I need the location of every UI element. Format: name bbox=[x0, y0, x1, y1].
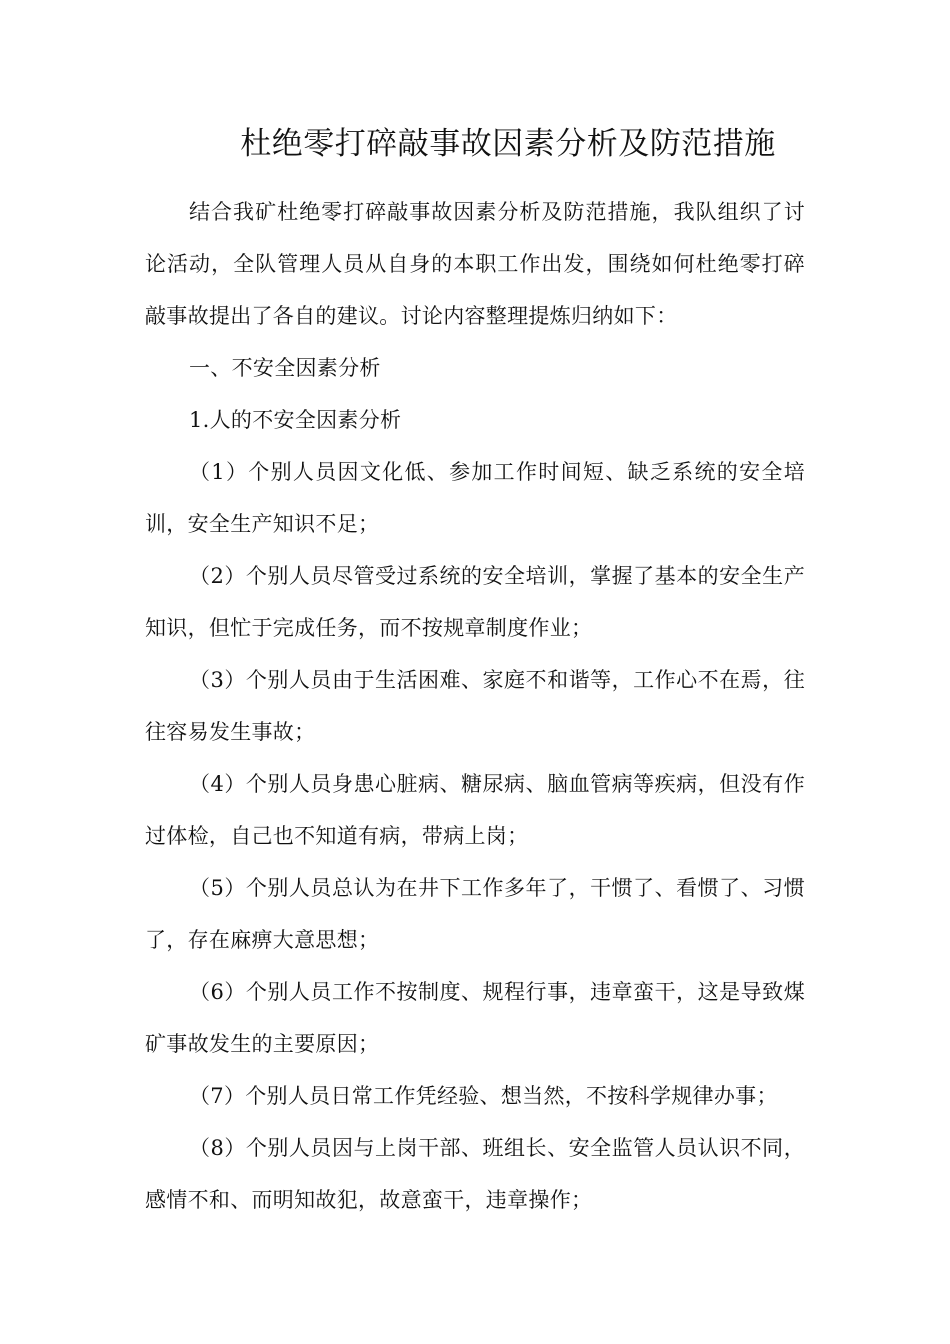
document-body bbox=[145, 186, 805, 1226]
subsection-heading: 1.人的不安全因素分析 bbox=[189, 408, 402, 432]
list-item: （1）个别人员因文化低、参加工作时间短、缺乏系统的安全培训，安全生产知识不足； bbox=[145, 460, 805, 536]
list-item: （3）个别人员由于生活困难、家庭不和谐等，工作心不在焉，往往容易发生事故； bbox=[145, 668, 805, 744]
list-item: （8）个别人员因与上岗干部、班组长、安全监管人员认识不同，感情不和、而明知故犯，故意蛮干，违章操作； bbox=[145, 1136, 805, 1212]
intro-paragraph: 结合我矿杜绝零打碎敲事故因素分析及防范措施，我队组织了讨论活动，全队管理人员从自身的本职工作出发，围绕如何杜绝零打碎敲事故提出了各自的建议。讨论内容整理提炼归纳如下： bbox=[145, 200, 805, 328]
list-item: （7）个别人员日常工作凭经验、想当然，不按科学规律办事； bbox=[189, 1084, 778, 1108]
list-item: （4）个别人员身患心脏病、糖尿病、脑血管病等疾病，但没有作过体检，自己也不知道有病，带病上岗； bbox=[145, 772, 805, 848]
list-item: （2）个别人员尽管受过系统的安全培训，掌握了基本的安全生产知识，但忙于完成任务，而不按规章制度作业； bbox=[145, 564, 805, 640]
list-item: （6）个别人员工作不按制度、规程行事，违章蛮干，这是导致煤矿事故发生的主要原因； bbox=[145, 980, 805, 1056]
list-item: （5）个别人员总认为在井下工作多年了，干惯了、看惯了、习惯了，存在麻痹大意思想； bbox=[145, 876, 805, 952]
section-heading: 一、不安全因素分析 bbox=[189, 356, 381, 380]
document-title: 杜绝零打碎敲事故因素分析及防范措施 bbox=[240, 126, 776, 162]
